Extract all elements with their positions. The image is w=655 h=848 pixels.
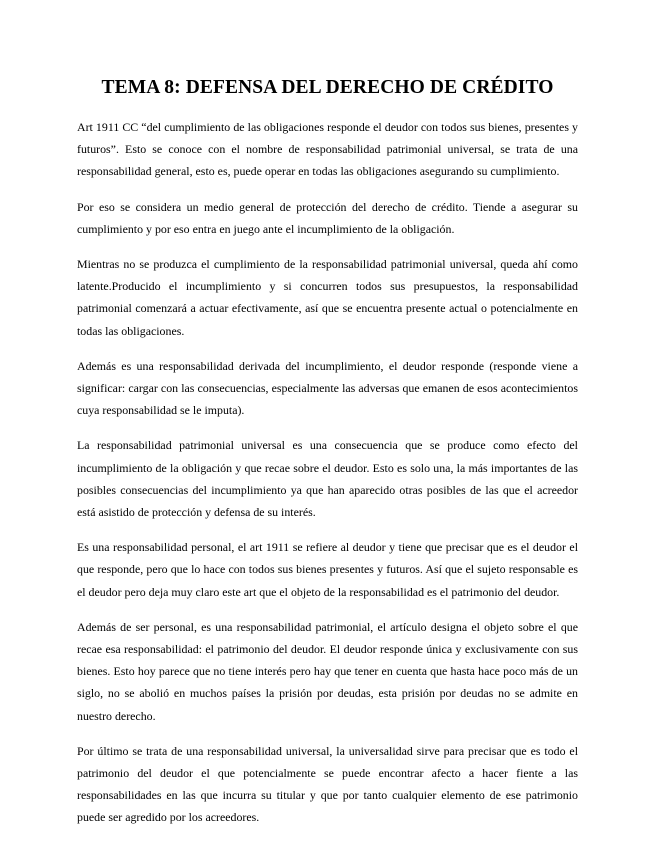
paragraph-derivada: Además es una responsabilidad derivada del incumplimiento, el deudor responde (responde viene a significar: cargar con las consecuencias, especialmente las adversas que emanen de esos acontecimientos cuya responsabilidad se le imputa). [77, 358, 578, 418]
paragraph-art-1911: Art 1911 CC “del cumplimiento de las obligaciones responde el deudor con todos sus bienes, presentes y futuros”. Esto se conoce con el nombre de responsabilidad patrimonial universal, se trata de una responsabilidad general, esto es, puede operar en todas las obligaciones asegurando su cumplimiento. [77, 120, 578, 179]
paragraph-patrimonial: Además de ser personal, es una responsabilidad patrimonial, el artículo designa el objeto sobre el que recae esa responsabilidad: el patrimonio del deudor. El deudor responde única y exclusivamente con sus bienes. Esto hoy parece que no tiene interés pero hay que tener en cuenta que hasta hace poco más de un siglo, no se abolió en muchos países la prisión por deudas, esta prisión por deudas no se admite en nuestro derecho. [77, 619, 578, 723]
paragraph-universal: Por último se trata de una responsabilidad universal, la universalidad sirve para precisar que es todo el patrimonio del deudor el que potencialmente se puede encontrar afecto a hacer fiente a las responsabilidades en las que incurra su titular y que por tanto cualquier elemento de ese patrimonio puede ser agredido por los acreedores. [77, 743, 578, 825]
document-title: TEMA 8: DEFENSA DEL DERECHO DE CRÉDITO [101, 77, 554, 98]
paragraph-consecuencia: La responsabilidad patrimonial universal es una consecuencia que se produce como efecto del incumplimiento de la obligación y que recae sobre el deudor. Esto es solo una, la más importantes de las posibles consecuencias del incumplimiento ya que han aparecido otras posibles de las que el acreedor está asistido de protección y defensa de su interés. [77, 438, 578, 520]
paragraph-latente: Mientras no se produzca el cumplimiento de la responsabilidad patrimonial universal, queda ahí como latente.Producido el incumplimiento y si concurren todos sus presupuestos, la responsabilidad patrimonial comenzará a actuar efectivamente, así que se encuentra presente actual o potencialmente en todas las obligaciones. [77, 257, 578, 338]
paragraph-medio-general: Por eso se considera un medio general de protección del derecho de crédito. Tiende a asegurar su cumplimiento y por eso entra en juego ante el incumplimiento de la obligación. [77, 199, 578, 236]
paragraph-personal: Es una responsabilidad personal, el art 1911 se refiere al deudor y tiene que precisar que es el deudor el que responde, pero que lo hace con todos sus bienes presentes y futuros. Así que el sujeto responsable es el deudor pero deja muy claro este art que el objeto de la responsabilidad es el patrimonio del deudor. [77, 540, 578, 599]
